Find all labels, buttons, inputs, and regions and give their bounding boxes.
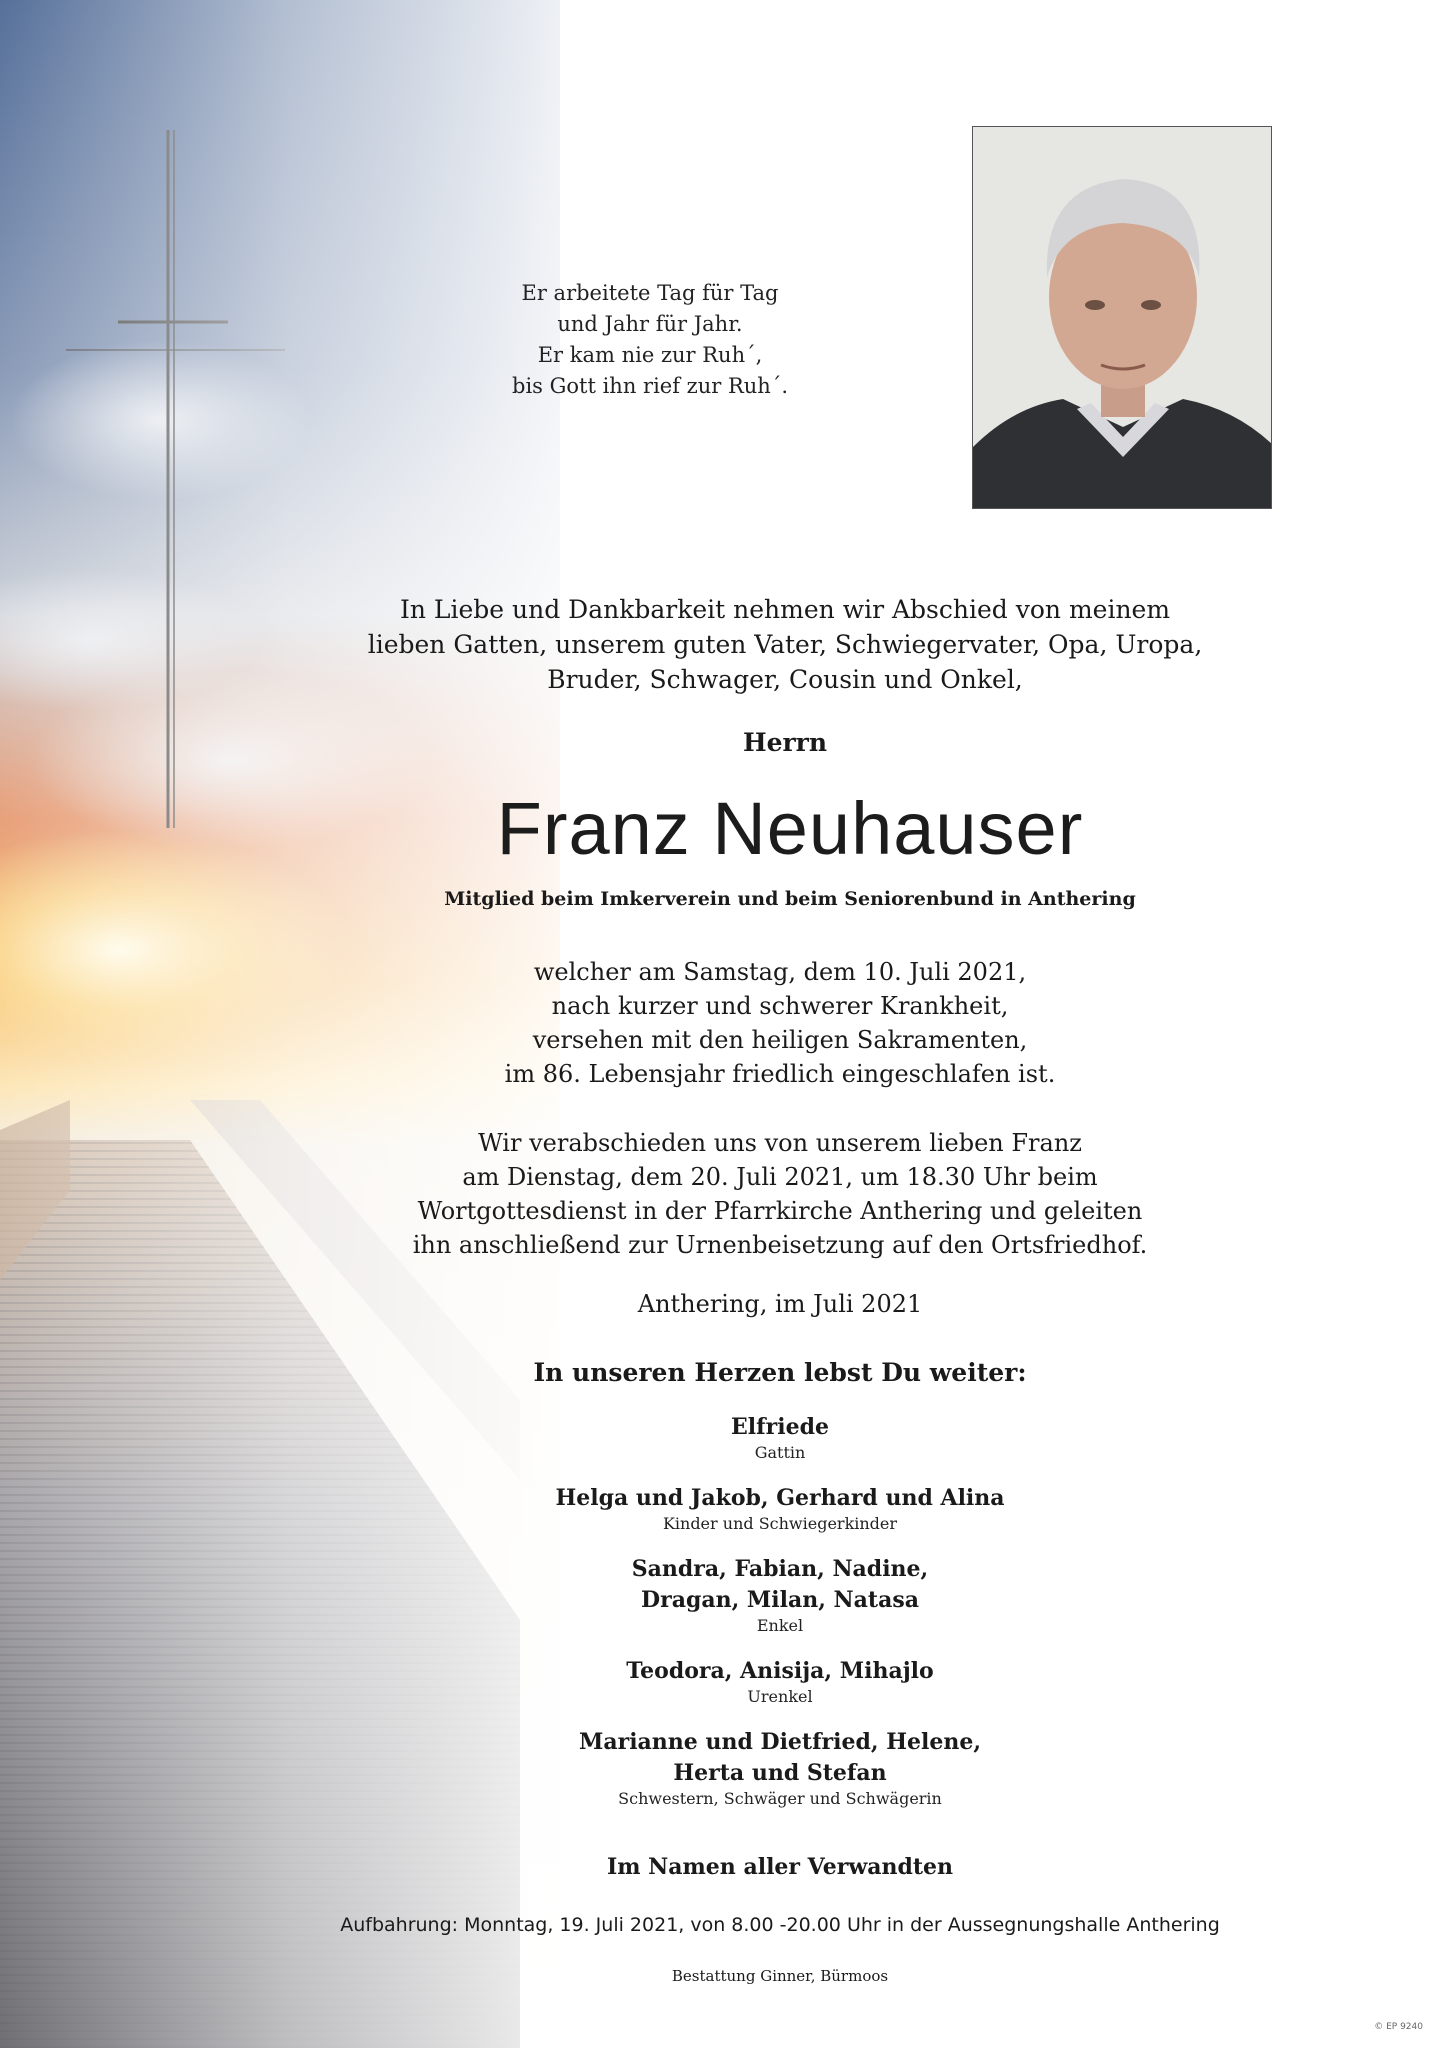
family-group [430,1412,1130,1463]
intro-line: lieben Gatten, unserem guten Vater, Schwiegervater, Opa, Uropa, [367,630,1203,659]
hearts-heading: In unseren Herzen lebst Du weiter: [533,1358,1027,1387]
family-names [430,1727,1130,1789]
funeral-line: Wir verabschieden uns von unserem lieben Franz [478,1129,1082,1157]
family-group [430,1727,1130,1809]
family-name-line: Teodora, Anisija, Mihajlo [626,1658,934,1684]
family-role: Kinder und Schwiegerkinder [662,1514,898,1533]
family-names [430,1554,1130,1616]
family-group [430,1656,1130,1707]
family-name-line: Marianne und Dietfried, Helene, [579,1729,981,1755]
death-line: nach kurzer und schwerer Krankheit, [551,992,1009,1020]
family-role: Gattin [754,1443,806,1462]
membership-line: Mitglied beim Imkerverein und beim Seniorenbund in Anthering [444,888,1136,910]
family-names [430,1656,1130,1687]
family-list [430,1412,1130,1829]
death-notice [400,955,1160,1091]
family-name-line: Herta und Stefan [673,1760,887,1786]
family-names [430,1412,1130,1443]
family-name-line: Sandra, Fabian, Nadine, [631,1556,929,1582]
death-line: im 86. Lebensjahr friedlich eingeschlafen ist. [504,1060,1056,1088]
death-line: versehen mit den heiligen Sakramenten, [532,1026,1028,1054]
undertaker: Bestattung Ginner, Bürmoos [671,1967,889,1985]
poem-line: bis Gott ihn rief zur Ruh´. [512,374,788,398]
intro-line: Bruder, Schwager, Cousin und Onkel, [547,665,1023,694]
family-name-line: Helga und Jakob, Gerhard und Alina [555,1485,1005,1511]
poem-line: und Jahr für Jahr. [557,312,743,336]
closing-line: Im Namen aller Verwandten [606,1854,954,1880]
family-role: Urenkel [747,1687,813,1706]
salutation: Herrn [742,728,828,757]
portrait-image [973,127,1272,509]
family-names [430,1483,1130,1514]
poem [480,278,820,402]
place-date: Anthering, im Juli 2021 [637,1290,923,1318]
family-name-line: Elfriede [731,1414,829,1440]
print-code: © EP 9240 [1374,2022,1423,2032]
poem-line: Er kam nie zur Ruh´, [537,343,763,367]
funeral-line: ihn anschließend zur Urnenbeisetzung auf den Ortsfriedhof. [412,1231,1148,1259]
intro-line: In Liebe und Dankbarkeit nehmen wir Abschied von meinem [399,595,1171,624]
viewing-info: Aufbahrung: Monntag, 19. Juli 2021, von 8.00 -20.00 Uhr in der Aussegnungshalle Anthering [340,1914,1220,1936]
intro-text [360,592,1210,697]
family-name-line: Dragan, Milan, Natasa [641,1587,919,1613]
family-group [430,1554,1130,1636]
deceased-name: Franz Neuhauser [496,787,1084,870]
family-role: Schwestern, Schwäger und Schwägerin [618,1789,942,1808]
family-role: Enkel [756,1616,804,1635]
portrait-photo [972,126,1272,509]
family-group [430,1483,1130,1534]
death-line: welcher am Samstag, dem 10. Juli 2021, [533,958,1027,986]
funeral-notice [330,1126,1230,1262]
poem-line: Er arbeitete Tag für Tag [521,281,779,305]
funeral-line: am Dienstag, dem 20. Juli 2021, um 18.30 Uhr beim [462,1163,1098,1191]
funeral-line: Wortgottesdienst in der Pfarrkirche Anthering und geleiten [417,1197,1143,1225]
